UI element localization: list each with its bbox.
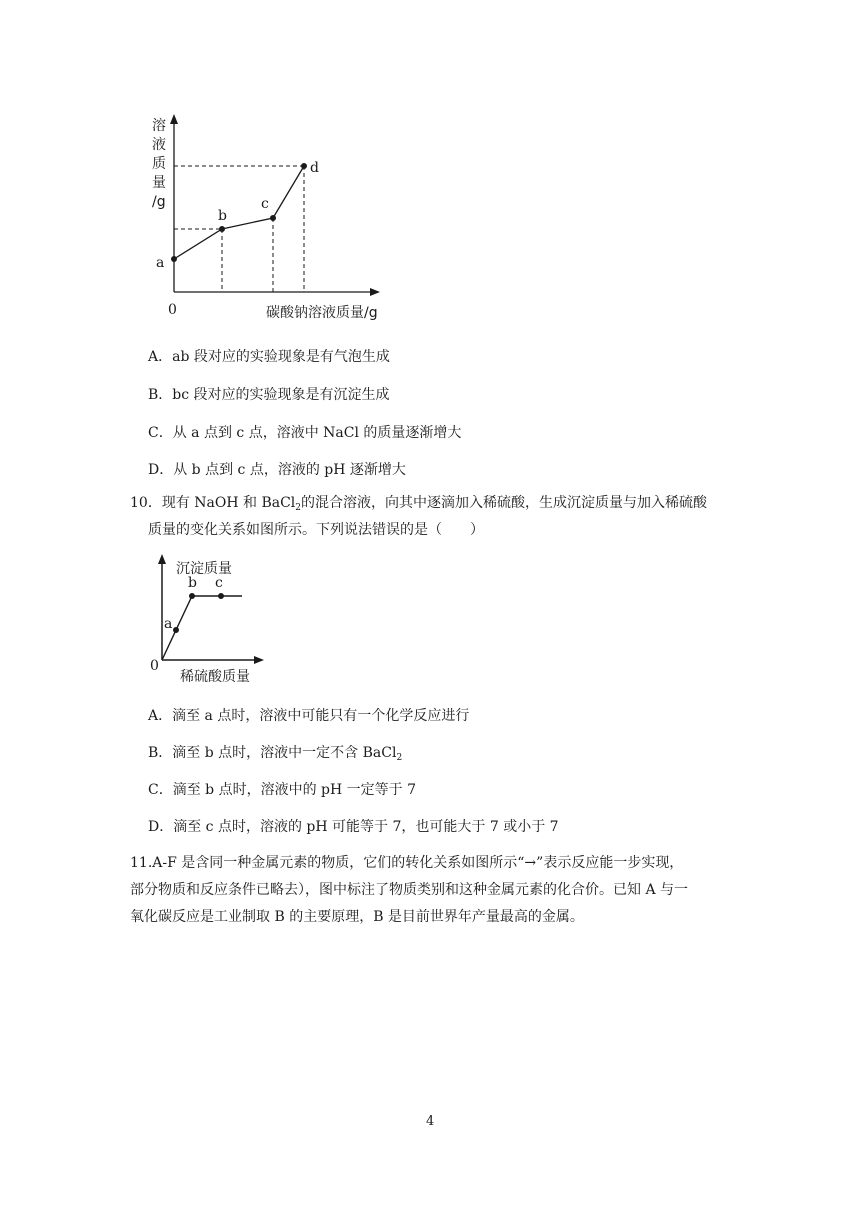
q10-option-b — [148, 742, 402, 762]
point-d — [301, 163, 307, 169]
x-axis-arrow — [370, 288, 380, 296]
q11-line2: 部分物质和反应条件已略去），图中标注了物质类别和这种金属元素的化合价。已知 A 与一 — [130, 882, 689, 898]
y-axis-arrow — [158, 554, 166, 564]
point-c — [270, 215, 276, 221]
q10-option-a: A．滴至 a 点时，溶液中可能只有一个化学反应进行 — [148, 708, 470, 724]
label-a: a — [164, 616, 173, 632]
q10-line1-suffix: 的混合溶液，向其中逐滴加入稀硫酸，生成沉淀质量与加入稀硫酸 — [301, 495, 708, 511]
label-b: b — [218, 208, 227, 224]
mass-curve — [174, 166, 304, 259]
q10-option-b-subscript: 2 — [396, 753, 403, 763]
point-b — [189, 593, 195, 599]
origin-label: 0 — [150, 658, 159, 674]
y-label-2: 液 — [152, 137, 166, 153]
q9-option-b: B．bc 段对应的实验现象是有沉淀生成 — [148, 387, 390, 403]
q10-option-d: D．滴至 c 点时，溶液的 pH 可能等于 7，也可能大于 7 或小于 7 — [148, 819, 559, 835]
solution-mass-graph — [140, 110, 400, 325]
q9-option-c: C．从 a 点到 c 点，溶液中 NaCl 的质量逐渐增大 — [148, 425, 462, 441]
y-axis-label: 沉淀质量 — [176, 561, 232, 577]
y-label-1: 溶 — [152, 118, 166, 134]
q10-option-c: C．滴至 b 点时，溶液中的 pH 一定等于 7 — [148, 782, 417, 798]
q10-line1-subscript: 2 — [295, 503, 302, 513]
label-a: a — [156, 255, 165, 271]
point-c — [218, 593, 224, 599]
label-c: c — [261, 196, 269, 212]
label-c: c — [215, 575, 223, 591]
x-axis-label: 稀硫酸质量 — [180, 669, 250, 685]
label-d: d — [310, 160, 319, 176]
q10-line2: 质量的变化关系如图所示。下列说法错误的是（ ） — [148, 522, 484, 538]
y-axis-arrow — [170, 114, 178, 124]
q11-line3: 氧化碳反应是工业制取 B 的主要原理，B 是目前世界年产量最高的金属。 — [130, 909, 584, 925]
y-label-4: 量 — [152, 175, 166, 191]
page-number: 4 — [426, 1114, 435, 1129]
q10-line1-prefix: 10．现有 NaOH 和 BaCl — [130, 495, 296, 511]
q11-stem — [130, 850, 750, 931]
precipitate-mass-graph — [140, 550, 280, 690]
point-b — [219, 226, 225, 232]
point-a — [173, 627, 179, 633]
x-axis-arrow — [254, 656, 264, 664]
q10-stem — [130, 490, 730, 544]
q9-option-a: A．ab 段对应的实验现象是有气泡生成 — [148, 349, 390, 365]
q10-option-b-text: B．滴至 b 点时，溶液中一定不含 BaCl — [148, 745, 397, 761]
q11-line1: 11.A-F 是含同一种金属元素的物质，它们的转化关系如图所示“→”表示反应能一步实现， — [130, 855, 684, 871]
origin-label: 0 — [168, 302, 177, 318]
x-axis-label: 碳酸钠溶液质量/g — [266, 305, 378, 321]
y-label-3: 质 — [152, 156, 166, 172]
label-b: b — [188, 575, 197, 591]
y-label-5: /g — [152, 194, 166, 210]
point-a — [171, 256, 177, 262]
q9-option-d: D．从 b 点到 c 点，溶液的 pH 逐渐增大 — [148, 462, 406, 478]
